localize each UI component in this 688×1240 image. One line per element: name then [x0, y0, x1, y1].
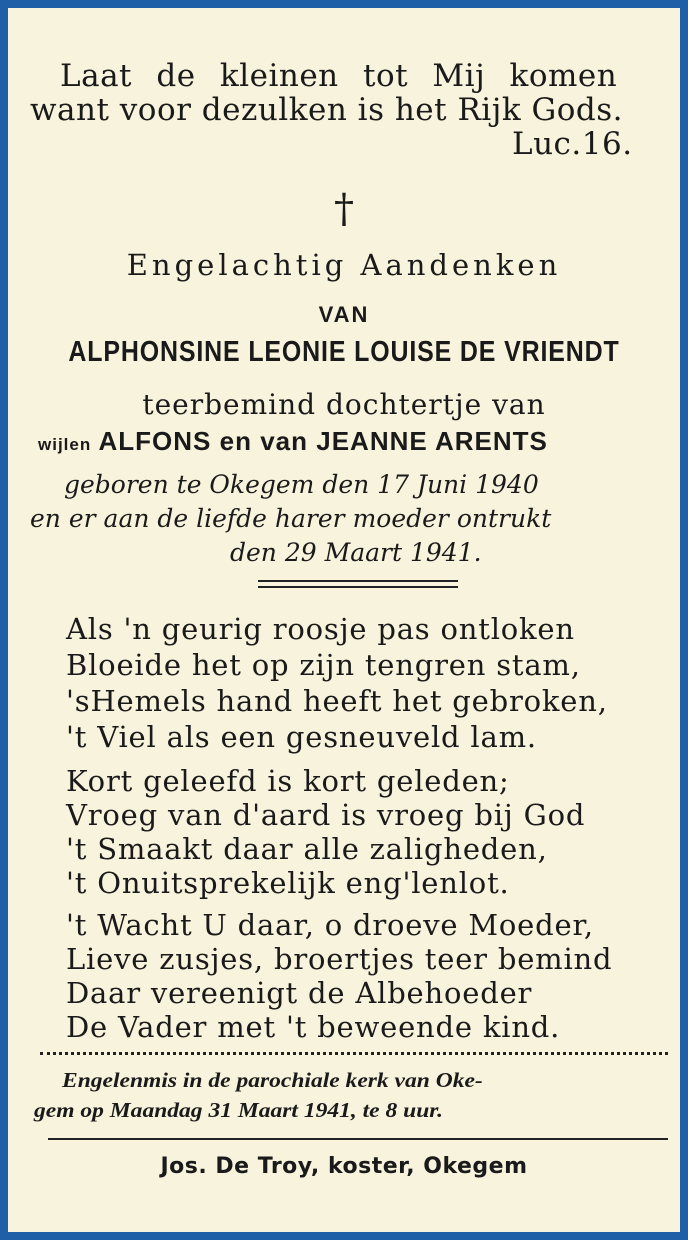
birth-line: geboren te Okegem den 17 Juni 1940: [64, 470, 539, 499]
van-label: VAN: [318, 302, 370, 327]
mass-notice-line-2: gem op Maandag 31 Maart 1941, te 8 uur.: [34, 1098, 444, 1122]
relation-line: teerbemind dochtertje van: [142, 388, 546, 421]
scripture-line-1: Laat de kleinen tot Mij komen: [60, 58, 618, 94]
scripture-line-2: want voor dezulken is het Rijk Gods.: [30, 92, 623, 128]
death-line-1: en er aan de liefde harer moeder ontrukt: [30, 504, 552, 533]
poem-line: 't Viel als een gesneuveld lam.: [66, 720, 537, 754]
poem-line: Daar vereenigt de Albehoeder: [66, 976, 533, 1010]
poem-line: De Vader met 't beweende kind.: [66, 1010, 561, 1044]
memorial-card: [8, 8, 680, 1232]
printer-credit: Jos. De Troy, koster, Okegem: [160, 1154, 528, 1179]
ornamental-divider: [258, 580, 458, 588]
poem-line: 't Wacht U daar, o droeve Moeder,: [66, 908, 594, 942]
poem-line: Bloeide het op zijn tengren stam,: [66, 648, 581, 682]
scripture-reference: Luc.16.: [512, 126, 633, 162]
poem-line: 'sHemels hand heeft het gebroken,: [66, 684, 608, 718]
poem-line: 't Smaakt daar alle zaligheden,: [66, 832, 548, 866]
parents-prefix: wijlen: [38, 435, 92, 454]
poem-line: 't Onuitsprekelijk eng'lenlot.: [66, 866, 510, 900]
death-line-2: den 29 Maart 1941.: [230, 538, 482, 567]
parents-connector: en van: [219, 426, 308, 456]
poem-line: Lieve zusjes, broertjes teer bemind: [66, 942, 613, 976]
mother-name: JEANNE ARENTS: [316, 426, 548, 456]
father-name: ALFONS: [98, 426, 212, 456]
cross-icon: †: [334, 186, 354, 232]
dotted-divider: [40, 1052, 668, 1055]
deceased-name: ALPHONSINE LEONIE LOUISE DE VRIENDT: [68, 336, 620, 368]
card-heading: Engelachtig Aandenken: [126, 248, 562, 282]
poem-line: Vroeg van d'aard is vroeg bij God: [66, 798, 586, 832]
solid-divider: [48, 1138, 668, 1140]
mass-notice-line-1: Engelenmis in de parochiale kerk van Oke-: [62, 1068, 483, 1092]
poem-line: Als 'n geurig roosje pas ontloken: [66, 612, 575, 646]
parents-line: [38, 426, 548, 457]
poem-line: Kort geleefd is kort geleden;: [66, 764, 510, 798]
